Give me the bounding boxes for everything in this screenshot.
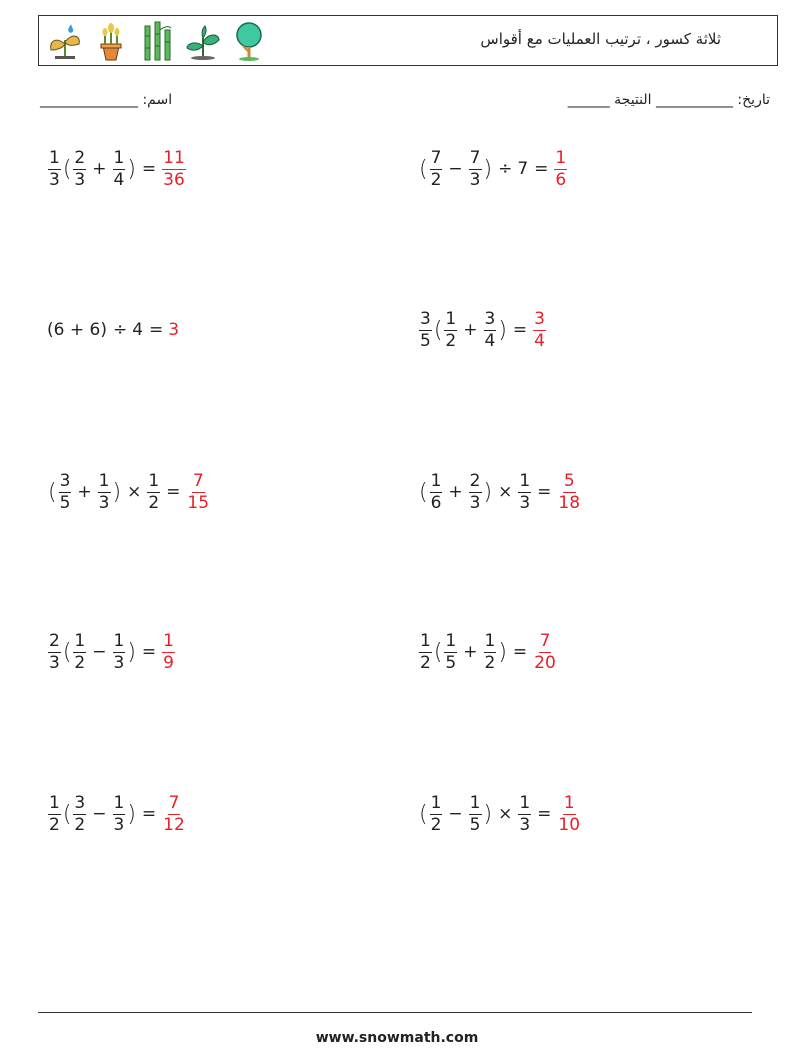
header-icons [45, 20, 269, 62]
parenthesis: ) [483, 156, 493, 182]
numerator: 1 [519, 470, 531, 491]
answer-fraction [186, 470, 210, 513]
operator: = [166, 482, 181, 502]
denominator: 2 [445, 330, 457, 351]
parenthesis: ( [433, 639, 443, 665]
date-result-field-label: تاريخ: ___________ النتيجة ______ [567, 92, 770, 108]
parenthesis: ( [419, 479, 428, 505]
denominator: 2 [420, 652, 431, 673]
operator: − [92, 804, 107, 824]
answer-fraction [554, 147, 567, 190]
seedling-icon [183, 20, 223, 62]
operator: × [498, 482, 513, 502]
numerator: 1 [469, 792, 481, 813]
operator: = [534, 159, 549, 179]
denominator: 6 [430, 492, 442, 513]
numerator: 1 [113, 147, 125, 168]
denominator: 15 [187, 492, 210, 513]
worksheet-header [38, 15, 778, 66]
fraction [469, 470, 482, 513]
answer-fraction [162, 630, 175, 673]
numerator: 11 [163, 147, 185, 168]
denominator: 2 [74, 814, 86, 835]
parenthesis: ( [62, 156, 72, 182]
operator: ÷ [112, 320, 128, 340]
parenthesis: ( [419, 801, 428, 827]
numerator: 1 [49, 147, 60, 168]
problem-3 [47, 308, 180, 352]
numerator: 1 [113, 792, 125, 813]
fraction [98, 470, 111, 513]
operator: = [149, 320, 164, 340]
parenthesis: ) [483, 479, 493, 505]
operator: = [512, 320, 528, 340]
operator: = [141, 642, 157, 662]
numerator: 5 [563, 470, 575, 491]
denominator: 5 [469, 814, 481, 835]
numerator: 2 [469, 470, 481, 491]
fraction [469, 792, 482, 835]
operator: − [448, 804, 463, 824]
parenthesis: ( [433, 317, 443, 343]
footer-url: www.snowmath.com [315, 1030, 479, 1046]
denominator: 36 [163, 169, 185, 190]
operator: = [537, 482, 552, 502]
denominator: 12 [163, 814, 185, 835]
denominator: 9 [163, 652, 174, 673]
answer-fraction [533, 630, 557, 673]
fraction [444, 630, 457, 673]
parenthesis: ( [48, 479, 57, 505]
answer-fraction [533, 308, 546, 351]
denominator: 6 [555, 169, 567, 190]
operator: − [448, 159, 463, 179]
parenthesis: ) [498, 639, 507, 665]
worksheet-title: ثلاثة كسور ، ترتيب العمليات مع أقواس [480, 30, 721, 48]
denominator: 3 [469, 492, 481, 513]
numerator: 1 [430, 470, 442, 491]
denominator: 2 [484, 652, 496, 673]
fraction [484, 630, 497, 673]
denominator: 2 [430, 169, 442, 190]
numerator: 1 [98, 470, 110, 491]
number: 7 [517, 159, 529, 179]
denominator: 4 [484, 330, 496, 351]
denominator: 20 [534, 652, 556, 673]
numerator: 1 [484, 630, 496, 651]
fraction [469, 147, 482, 190]
operator: = [537, 804, 552, 824]
operator: × [498, 804, 513, 824]
denominator: 18 [558, 492, 581, 513]
parenthesis: ) [127, 801, 136, 827]
fraction [113, 630, 126, 673]
denominator: 2 [430, 814, 442, 835]
problem-5 [47, 470, 211, 514]
number: (6 + 6) [47, 320, 107, 340]
answer-fraction [162, 147, 186, 190]
denominator: 3 [519, 492, 531, 513]
denominator: 3 [519, 814, 531, 835]
denominator: 3 [74, 169, 86, 190]
denominator: 2 [49, 814, 60, 835]
number: 4 [132, 320, 144, 340]
operator: − [92, 642, 107, 662]
denominator: 3 [113, 652, 125, 673]
bamboo-icon [137, 20, 177, 62]
problem-6 [418, 470, 582, 514]
operator: = [141, 804, 157, 824]
denominator: 2 [148, 492, 160, 513]
fraction [430, 147, 443, 190]
sprout-water-icon [45, 20, 85, 62]
fraction [48, 630, 61, 673]
numerator: 7 [469, 147, 481, 168]
denominator: 3 [113, 814, 125, 835]
fraction [48, 792, 61, 835]
operator: ÷ [498, 159, 513, 179]
numerator: 1 [445, 308, 457, 329]
numerator: 1 [420, 630, 431, 651]
operator: + [463, 320, 478, 340]
fraction [147, 470, 160, 513]
numerator: 3 [420, 308, 431, 329]
fraction [73, 792, 86, 835]
operator: + [448, 482, 463, 502]
numerator: 1 [555, 147, 567, 168]
denominator: 3 [98, 492, 110, 513]
denominator: 3 [469, 169, 481, 190]
answer-fraction [162, 792, 186, 835]
numerator: 3 [484, 308, 496, 329]
fraction [430, 792, 443, 835]
name-field-label: اسم: ______________ [40, 92, 173, 108]
denominator: 10 [558, 814, 581, 835]
denominator: 3 [49, 169, 60, 190]
numerator: 1 [519, 792, 531, 813]
fraction [48, 147, 61, 190]
numerator: 1 [113, 630, 125, 651]
problem-10 [418, 792, 582, 836]
parenthesis: ( [419, 156, 428, 182]
problem-1 [47, 147, 187, 191]
numerator: 7 [430, 147, 442, 168]
numerator: 1 [163, 630, 174, 651]
potted-plant-icon [91, 20, 131, 62]
denominator: 2 [74, 652, 86, 673]
numerator: 7 [168, 792, 180, 813]
denominator: 5 [445, 652, 457, 673]
problem-8 [418, 630, 558, 674]
parenthesis: ) [112, 479, 122, 505]
tree-icon [229, 20, 269, 62]
fraction [419, 308, 432, 351]
operator: + [77, 482, 92, 502]
numerator: 7 [539, 630, 551, 651]
operator: + [92, 159, 107, 179]
parenthesis: ( [62, 639, 72, 665]
numerator: 1 [430, 792, 442, 813]
fraction [484, 308, 497, 351]
fraction [113, 792, 126, 835]
denominator: 4 [113, 169, 125, 190]
fraction [73, 630, 86, 673]
fraction [419, 630, 432, 673]
denominator: 5 [420, 330, 431, 351]
answer-value: 3 [168, 320, 180, 340]
parenthesis: ) [127, 156, 136, 182]
numerator: 2 [49, 630, 60, 651]
problem-2 [418, 147, 568, 191]
numerator: 3 [534, 308, 545, 329]
operator: = [141, 159, 157, 179]
numerator: 1 [148, 470, 160, 491]
problem-4 [418, 308, 547, 352]
answer-fraction [557, 470, 581, 513]
fraction [444, 308, 457, 351]
parenthesis: ) [498, 317, 507, 343]
numerator: 7 [192, 470, 204, 491]
numerator: 1 [49, 792, 60, 813]
fraction [518, 470, 531, 513]
parenthesis: ) [483, 801, 493, 827]
fraction [59, 470, 72, 513]
numerator: 3 [59, 470, 71, 491]
problem-7 [47, 630, 176, 674]
numerator: 1 [74, 630, 86, 651]
fraction [518, 792, 531, 835]
denominator: 4 [534, 330, 545, 351]
fraction [430, 470, 443, 513]
parenthesis: ) [127, 639, 136, 665]
numerator: 2 [74, 147, 86, 168]
numerator: 3 [74, 792, 86, 813]
numerator: 1 [445, 630, 457, 651]
operator: + [463, 642, 478, 662]
fraction [113, 147, 126, 190]
parenthesis: ( [62, 801, 72, 827]
operator: × [127, 482, 142, 502]
numerator: 1 [563, 792, 575, 813]
denominator: 5 [59, 492, 71, 513]
footer-divider [38, 1012, 752, 1013]
denominator: 3 [49, 652, 60, 673]
answer-fraction [557, 792, 581, 835]
problem-9 [47, 792, 187, 836]
fraction [73, 147, 86, 190]
operator: = [512, 642, 528, 662]
